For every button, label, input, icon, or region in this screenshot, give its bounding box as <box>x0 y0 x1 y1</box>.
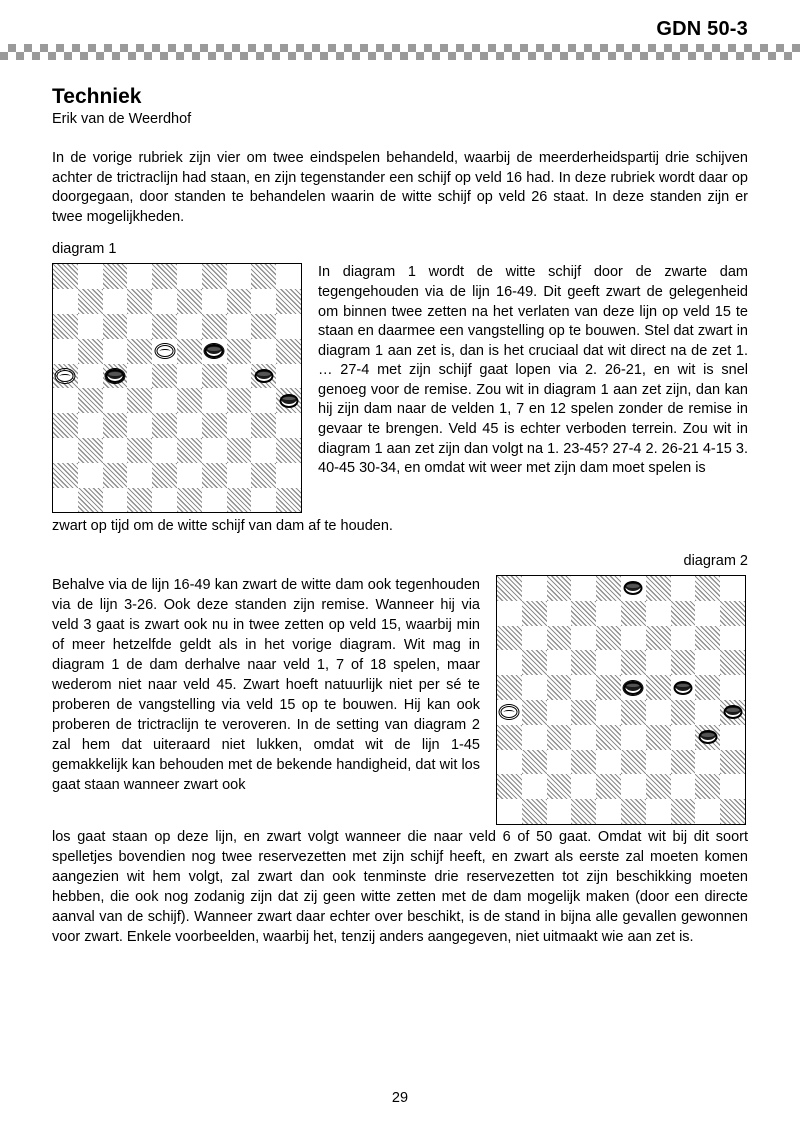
board-square <box>127 289 152 314</box>
board-square <box>522 774 547 799</box>
board-square <box>53 413 78 438</box>
board-square <box>276 413 301 438</box>
board-square <box>497 601 522 626</box>
board-square <box>596 774 621 799</box>
white-king-piece <box>156 345 173 357</box>
board-square <box>720 675 745 700</box>
board-square <box>103 314 128 339</box>
board-square <box>78 388 103 413</box>
board-square <box>646 675 671 700</box>
board-square <box>671 626 696 651</box>
board-square <box>621 774 646 799</box>
board-square <box>276 314 301 339</box>
board-square <box>596 725 621 750</box>
article-content <box>52 84 748 947</box>
diagram-1-board-holder <box>52 263 304 513</box>
board-square <box>596 799 621 824</box>
black-king-piece <box>206 345 223 357</box>
diagram-2-text: Behalve via de lijn 16-49 kan zwart de witte dam ook tegenhouden via de lijn 3-26. Ook deze standen zijn remise. Wanneer hij via veld 3 gaat is zwart ook nu in twee zetten op veld 15, waarbij min of meer hetzelfde geldt als in het vorige diagram. Wit mag in diagram 1 de dam derhalve naar veld 1, 7 of 18 spelen, maar wederom niet naar veld 45. Zwart hoeft natuurlijk niet per sé te proberen de vangstelling via veld 15 op te bouwen. Hij kan ook proberen de trictraclijn te veroveren. In de setting van diagram 2 zal hem dat uiteraard niet lukken, omdat wit de lijn 1-45 gemakkelijk kan behouden met de bekende handigheid, dat wit los gaat staan wanneer zwart ook <box>52 577 480 793</box>
board-square <box>522 725 547 750</box>
draughts-board-diagram-2 <box>496 575 746 825</box>
board-square <box>227 438 252 463</box>
white-king-piece <box>57 370 74 382</box>
board-square <box>522 750 547 775</box>
board-square <box>103 289 128 314</box>
board-square <box>202 339 227 364</box>
board-square <box>103 364 128 389</box>
board-square <box>103 488 128 513</box>
board-square <box>621 601 646 626</box>
board-square <box>671 601 696 626</box>
board-square <box>103 339 128 364</box>
board-square <box>571 725 596 750</box>
board-square <box>152 438 177 463</box>
diagram-2-section <box>52 575 748 825</box>
board-square <box>78 364 103 389</box>
board-square <box>127 314 152 339</box>
board-square <box>177 364 202 389</box>
board-square <box>547 626 572 651</box>
board-square <box>53 289 78 314</box>
board-square <box>571 601 596 626</box>
board-square <box>571 700 596 725</box>
black-piece <box>724 706 741 718</box>
board-square <box>53 364 78 389</box>
board-square <box>227 488 252 513</box>
board-square <box>103 264 128 289</box>
board-square <box>695 576 720 601</box>
board-square <box>522 626 547 651</box>
board-square <box>152 488 177 513</box>
board-square <box>497 700 522 725</box>
board-square <box>251 488 276 513</box>
board-square <box>276 463 301 488</box>
board-square <box>497 576 522 601</box>
board-square <box>276 289 301 314</box>
board-square <box>671 750 696 775</box>
board-square <box>127 388 152 413</box>
board-square <box>720 774 745 799</box>
board-square <box>621 725 646 750</box>
board-square <box>251 264 276 289</box>
board-square <box>547 675 572 700</box>
board-square <box>646 601 671 626</box>
board-square <box>547 750 572 775</box>
board-square <box>671 576 696 601</box>
board-square <box>177 438 202 463</box>
black-piece <box>699 731 716 743</box>
board-square <box>103 463 128 488</box>
diagram-1-text: In diagram 1 wordt de witte schijf door de zwarte dam tegengehouden via de lijn 16-49. Dit geeft zwart de gelegenheid om binnen twee zetten na het verlaten van deze lijn op veld 15 te staan en daarmee een vangstelling op te bouwen. Stel dat zwart in diagram 1 aan zet is, dan is het cruciaal dat wit direct na de zet 1. … 27-4 met zijn schijf gaat lopen via 2. 26-21, en wit is snel genoeg voor de remise. Zou wit in diagram 1 aan zet zijn, dan kan hij zijn dam naar de velden 1, 7 en 12 spelen zonder de remise in gevaar te brengen. Veld 45 is echter verboden terrein. Zou wit in diagram 1 aan zet zijn dan volgt na 1. 23-45? 27-4 2. 26-21 4-15 3. 40-45 30-34, en omdat wit weer met zijn dam moet spelen is <box>318 264 748 477</box>
board-square <box>522 601 547 626</box>
board-square <box>621 626 646 651</box>
article-author: Erik van de Weerdhof <box>52 111 192 128</box>
board-square <box>78 488 103 513</box>
board-square <box>646 576 671 601</box>
board-square <box>646 774 671 799</box>
board-square <box>152 364 177 389</box>
board-square <box>227 413 252 438</box>
board-square <box>671 650 696 675</box>
board-square <box>596 601 621 626</box>
board-square <box>127 488 152 513</box>
board-square <box>571 675 596 700</box>
board-square <box>720 626 745 651</box>
board-square <box>127 463 152 488</box>
board-square <box>152 314 177 339</box>
board-square <box>646 799 671 824</box>
board-square <box>177 339 202 364</box>
board-square <box>276 388 301 413</box>
board-square <box>646 750 671 775</box>
board-square <box>720 576 745 601</box>
board-square <box>671 774 696 799</box>
board-square <box>621 750 646 775</box>
board-square <box>227 339 252 364</box>
board-square <box>152 413 177 438</box>
board-square <box>276 264 301 289</box>
board-square <box>53 463 78 488</box>
board-square <box>152 264 177 289</box>
diagram-1-section <box>52 263 748 513</box>
board-square <box>497 626 522 651</box>
board-square <box>227 364 252 389</box>
board-square <box>596 576 621 601</box>
board-square <box>695 675 720 700</box>
board-square <box>202 364 227 389</box>
board-square <box>177 413 202 438</box>
black-king-piece <box>106 370 123 382</box>
board-square <box>671 799 696 824</box>
diagram-2-board-holder <box>496 575 748 825</box>
board-square <box>177 388 202 413</box>
board-square <box>202 388 227 413</box>
board-square <box>720 700 745 725</box>
page-number: 29 <box>391 1090 409 1106</box>
board-square <box>621 576 646 601</box>
board-square <box>78 339 103 364</box>
board-square <box>547 774 572 799</box>
board-square <box>177 264 202 289</box>
board-square <box>720 750 745 775</box>
board-square <box>202 314 227 339</box>
black-piece <box>674 682 691 694</box>
board-square <box>127 364 152 389</box>
board-square <box>695 700 720 725</box>
board-square <box>152 339 177 364</box>
board-square <box>695 774 720 799</box>
board-square <box>78 289 103 314</box>
board-square <box>596 650 621 675</box>
board-square <box>53 314 78 339</box>
board-square <box>177 488 202 513</box>
board-square <box>596 750 621 775</box>
board-square <box>202 413 227 438</box>
board-square <box>646 650 671 675</box>
board-square <box>497 774 522 799</box>
after-diagram-2-text: los gaat staan op deze lijn, en zwart volgt wanneer die naar veld 6 of 50 gaat. Omdat wit bij dit soort spelletjes bovendien nog twee reservezetten met zijn schijf heeft, en zwart als eerste zal moeten komen aangezien wit hem volgt, zal zwart dan ook tenminste drie reservezetten tot zijn beschikking moeten hebben, die ook nog zodanig zijn dat zij geen witte zetten met de dam mogelijk maken (door een directe aanval van de schijf). Wanneer zwart daar echter over beschikt, is de stand in bijna alle gevallen gewonnen voor zwart. Enkele voorbeelden, waarbij het, tenzij anders aangegeven, niet uitmaakt wie aan zet is. <box>52 829 748 945</box>
board-square <box>53 339 78 364</box>
black-piece <box>280 395 297 407</box>
board-square <box>251 339 276 364</box>
black-king-piece <box>625 682 642 694</box>
board-square <box>53 388 78 413</box>
board-square <box>547 650 572 675</box>
board-square <box>720 601 745 626</box>
board-square <box>78 264 103 289</box>
board-square <box>571 576 596 601</box>
board-square <box>646 700 671 725</box>
board-square <box>227 264 252 289</box>
board-square <box>103 413 128 438</box>
board-square <box>671 700 696 725</box>
board-square <box>596 675 621 700</box>
intro-paragraph: In de vorige rubriek zijn vier om twee eindspelen behandeld, waarbij de meerderheidspartij drie schijven achter de trictraclijn had staan, en zijn tegenstander een schijf op veld 16 had. In deze rubriek wordt daar op doorgegaan, door standen te behandelen waarin de witte schijf op veld 26 staat. In deze standen zijn er twee mogelijkheden. <box>52 150 748 225</box>
board-square <box>497 750 522 775</box>
board-square <box>695 626 720 651</box>
board-square <box>53 264 78 289</box>
board-square <box>695 750 720 775</box>
board-square <box>522 576 547 601</box>
board-square <box>78 413 103 438</box>
board-square <box>251 438 276 463</box>
board-square <box>621 700 646 725</box>
board-square <box>227 314 252 339</box>
board-square <box>53 438 78 463</box>
board-square <box>227 289 252 314</box>
board-square <box>646 725 671 750</box>
board-square <box>177 289 202 314</box>
board-square <box>497 799 522 824</box>
board-square <box>720 725 745 750</box>
board-square <box>251 314 276 339</box>
black-piece <box>625 582 642 594</box>
board-square <box>547 601 572 626</box>
board-square <box>571 750 596 775</box>
board-square <box>276 339 301 364</box>
board-square <box>547 725 572 750</box>
board-square <box>202 488 227 513</box>
board-square <box>547 799 572 824</box>
board-square <box>596 700 621 725</box>
board-square <box>202 289 227 314</box>
black-piece <box>255 370 272 382</box>
board-square <box>497 725 522 750</box>
board-square <box>202 264 227 289</box>
board-square <box>695 799 720 824</box>
diagram-1-caption: diagram 1 <box>52 241 117 258</box>
board-square <box>720 799 745 824</box>
draughts-board-diagram-1 <box>52 263 302 513</box>
board-square <box>522 675 547 700</box>
board-square <box>152 463 177 488</box>
board-square <box>522 650 547 675</box>
board-square <box>202 438 227 463</box>
board-square <box>227 463 252 488</box>
board-square <box>671 675 696 700</box>
page-header-title: GDN 50-3 <box>656 18 748 40</box>
board-square <box>522 799 547 824</box>
board-square <box>251 364 276 389</box>
board-square <box>720 650 745 675</box>
board-square <box>127 438 152 463</box>
page-title: Techniek <box>52 85 142 108</box>
board-square <box>227 388 252 413</box>
board-square <box>127 264 152 289</box>
board-square <box>547 700 572 725</box>
board-square <box>646 626 671 651</box>
board-square <box>276 438 301 463</box>
board-square <box>152 388 177 413</box>
board-square <box>497 675 522 700</box>
board-square <box>571 626 596 651</box>
board-square <box>695 650 720 675</box>
board-square <box>251 413 276 438</box>
board-square <box>251 463 276 488</box>
board-square <box>695 725 720 750</box>
board-square <box>177 314 202 339</box>
board-square <box>621 799 646 824</box>
after-diagram-1-text: zwart op tijd om de witte schijf van dam af te houden. <box>52 518 393 535</box>
board-square <box>596 626 621 651</box>
board-square <box>78 314 103 339</box>
board-square <box>127 339 152 364</box>
board-square <box>671 725 696 750</box>
board-square <box>103 388 128 413</box>
board-square <box>695 601 720 626</box>
checkered-divider <box>0 44 800 60</box>
board-square <box>202 463 227 488</box>
board-square <box>571 650 596 675</box>
board-square <box>571 774 596 799</box>
board-square <box>522 700 547 725</box>
board-square <box>177 463 202 488</box>
board-square <box>53 488 78 513</box>
board-square <box>78 438 103 463</box>
diagram-2-caption: diagram 2 <box>683 553 748 569</box>
board-square <box>251 289 276 314</box>
board-square <box>621 650 646 675</box>
white-king-piece <box>501 706 518 718</box>
board-square <box>103 438 128 463</box>
board-square <box>497 650 522 675</box>
board-square <box>621 675 646 700</box>
board-square <box>127 413 152 438</box>
board-square <box>571 799 596 824</box>
board-square <box>547 576 572 601</box>
board-square <box>276 488 301 513</box>
board-square <box>251 388 276 413</box>
board-square <box>78 463 103 488</box>
board-square <box>152 289 177 314</box>
board-square <box>276 364 301 389</box>
